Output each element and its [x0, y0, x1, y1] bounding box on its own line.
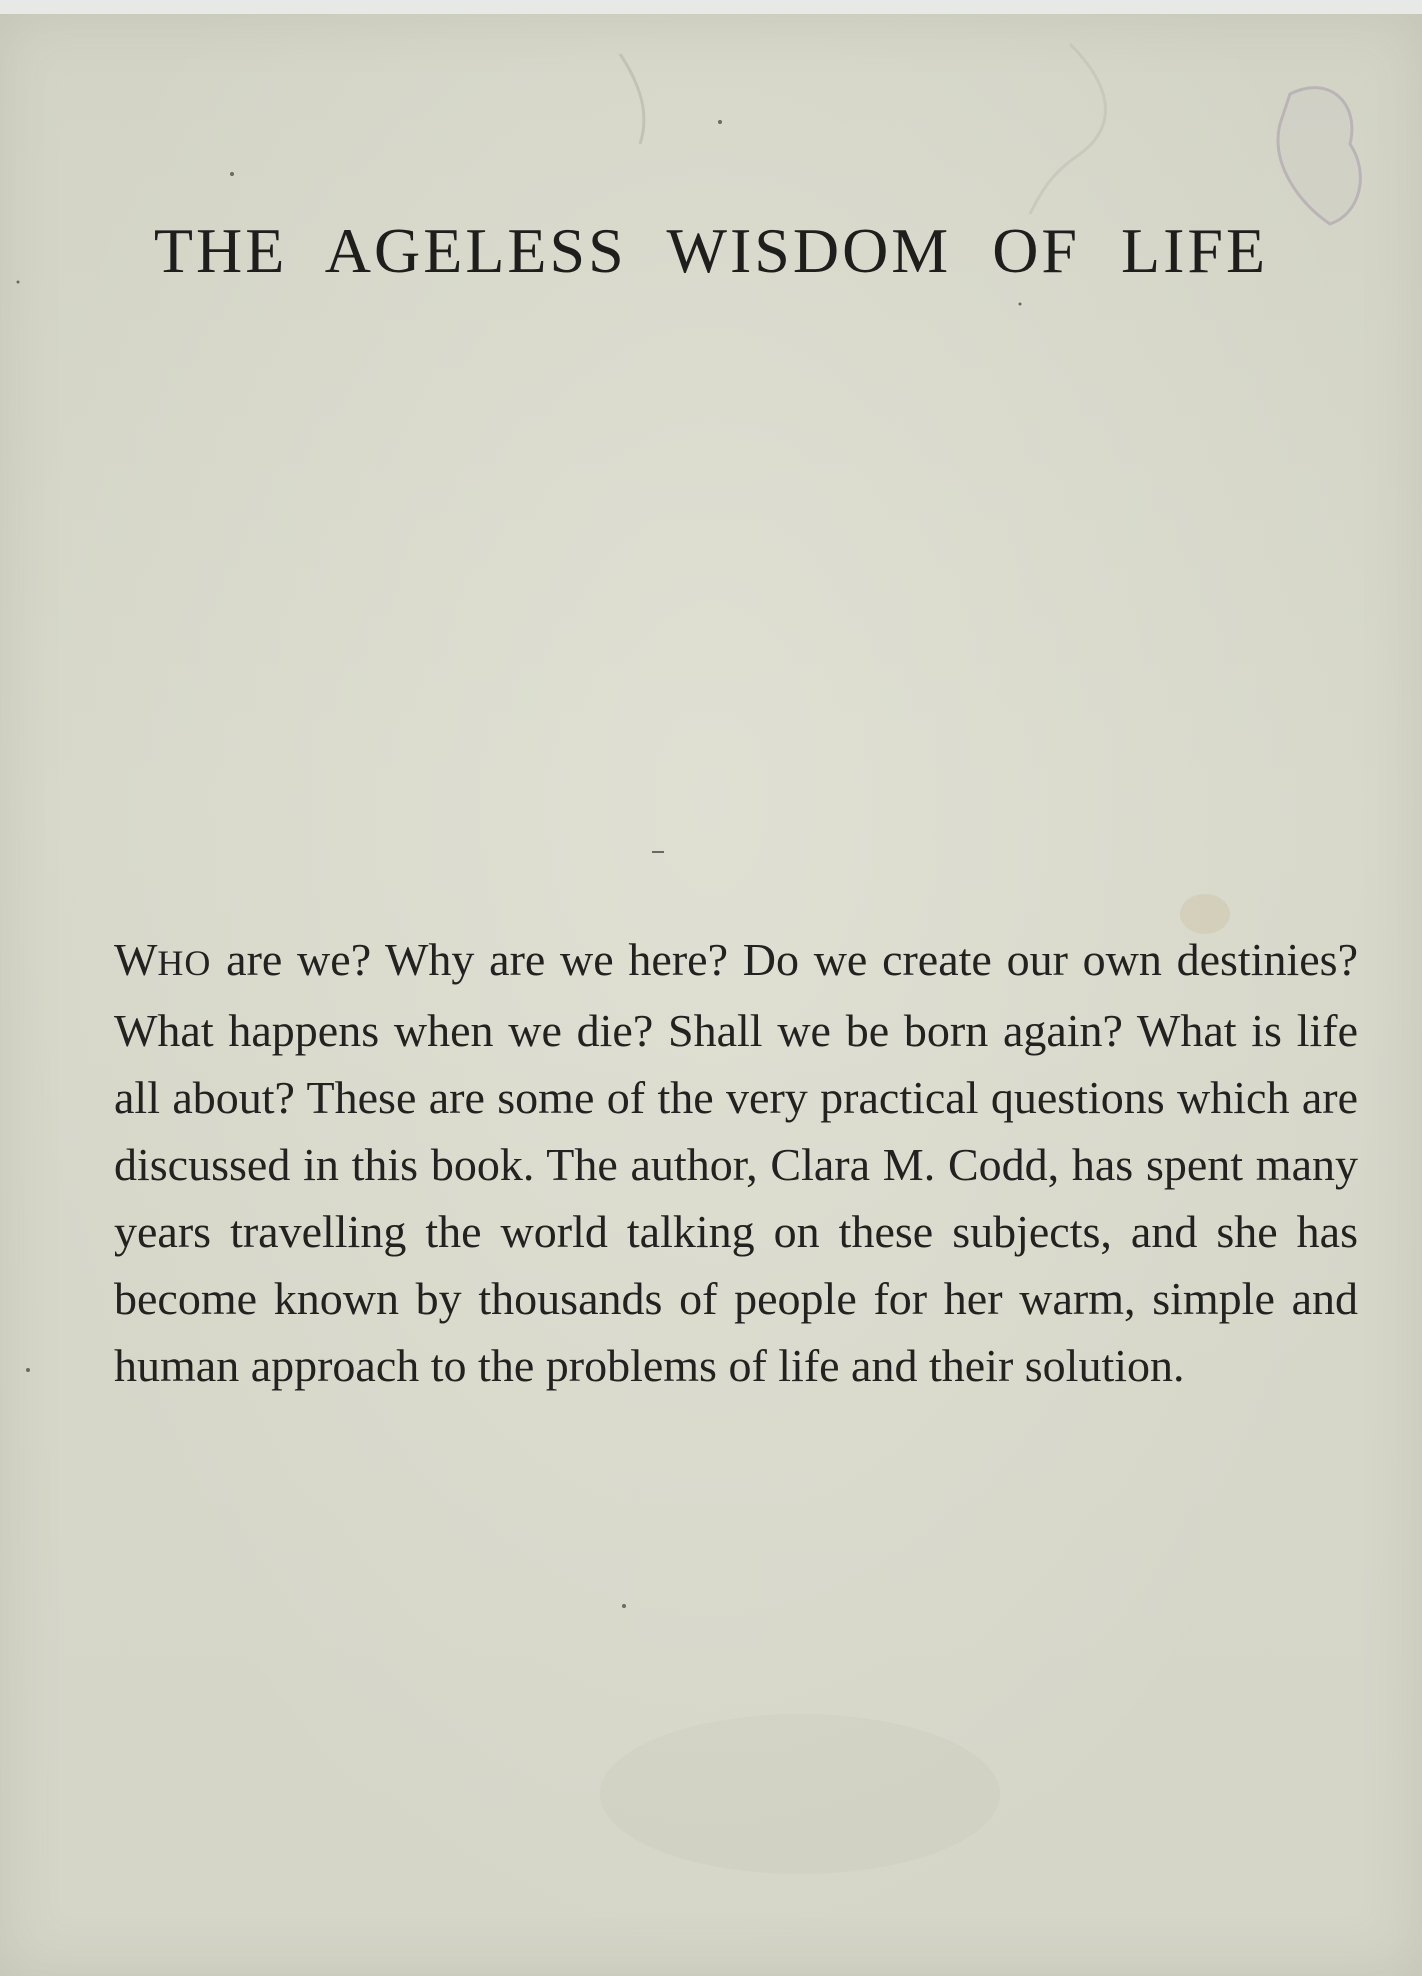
speck — [26, 1368, 30, 1372]
speck — [1019, 303, 1022, 306]
crease-line-right — [1030, 44, 1105, 214]
book-flap-page — [0, 14, 1422, 1976]
stain-decoration — [600, 1714, 1000, 1874]
blurb-lead-smallcaps: HO — [157, 943, 212, 983]
blurb-body-text: are we? Why are we here? Do we create our own destinies? What happens when we die? Shall we be born again? What is life all about? These are some of the very practical questions which are discussed in this book. The author, Clara M. Codd, has spent many years travelling the world talking on these subjects, and she has become known by thousands of people for her warm, simple and human approach to the problems of life and their solution. — [114, 934, 1358, 1391]
crease-line-top — [620, 54, 644, 144]
book-description — [114, 926, 1358, 1399]
speck — [230, 172, 234, 176]
blurb-lead-initial: W — [114, 934, 158, 985]
speck — [622, 1604, 626, 1608]
book-title: THE AGELESS WISDOM OF LIFE — [153, 215, 1269, 286]
speck — [718, 120, 722, 124]
stain-outline-top-right — [1278, 88, 1360, 224]
